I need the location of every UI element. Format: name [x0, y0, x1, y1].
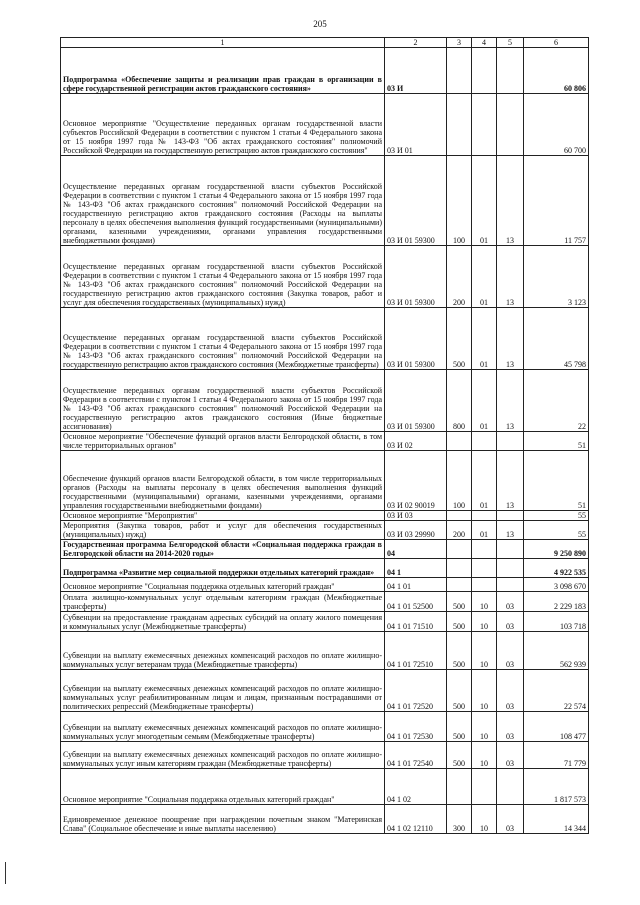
amount-cell: 4 922 535 [524, 559, 589, 578]
row-name-cell: Единовременное денежное поощрение при награждении почетным знаком "Материнская Слава" (Социальное обеспечение и иные выплаты населению) [61, 805, 385, 834]
subsection-code: 03 [497, 742, 524, 769]
table-row [61, 805, 589, 834]
row-name-cell: Осуществление переданных органам государственной власти субъектов Российской Федерации в соответствии с пунктом 1 статьи 4 Федерального закона от 15 ноября 1997 года № 143-ФЗ "Об актах гражданского состояния" полномочий Российской Федерации на государственную регистрацию актов гражданского состояния (Иные бюджетные ассигнования) [61, 370, 385, 432]
column-header: 3 [447, 38, 472, 48]
expense-type-code: 500 [447, 712, 472, 742]
section-code [472, 432, 497, 451]
expense-type-code: 500 [447, 612, 472, 632]
expense-type-code: 500 [447, 670, 472, 712]
row-name-cell: Осуществление переданных органам государственной власти субъектов Российской Федерации в соответствии с пунктом 1 статьи 4 Федерального закона от 15 ноября 1997 года № 143-ФЗ "Об актах гражданского состояния" полномочий Российской Федерации на государственную регистрацию актов гражданского состояния (Расходы на выплаты персоналу в целях обеспечения выполнения функций государственными (муниципальными) органами, казенными учреждениями, органами управления государственными внебюджетными фондами) [61, 156, 385, 246]
row-name-cell: Осуществление переданных органам государственной власти субъектов Российской Федерации в соответствии с пунктом 1 статьи 4 Федерального закона от 15 ноября 1997 года № 143-ФЗ "Об актах гражданского состояния" полномочий Российской Федерации на государственную регистрацию актов гражданского состояния (Межбюджетные трансферты) [61, 308, 385, 370]
subsection-code [497, 511, 524, 521]
section-code: 01 [472, 246, 497, 308]
subsection-code [497, 540, 524, 559]
subsection-code: 13 [497, 246, 524, 308]
expense-type-code: 100 [447, 451, 472, 511]
amount-cell: 45 798 [524, 308, 589, 370]
expense-type-code [447, 94, 472, 156]
expense-type-code: 300 [447, 805, 472, 834]
table-row [61, 540, 589, 559]
expense-type-code [447, 578, 472, 592]
row-name-cell: Подпрограмма «Обеспечение защиты и реализации прав граждан в организации в сфере государственной регистрации актов гражданского состояния» [61, 48, 385, 94]
expense-type-code [447, 540, 472, 559]
section-code [472, 48, 497, 94]
amount-cell: 108 477 [524, 712, 589, 742]
table-row [61, 156, 589, 246]
amount-cell: 103 718 [524, 612, 589, 632]
subsection-code [497, 48, 524, 94]
amount-cell: 60 806 [524, 48, 589, 94]
subsection-code [497, 559, 524, 578]
table-row [61, 451, 589, 511]
section-code [472, 578, 497, 592]
section-code [472, 540, 497, 559]
expense-type-code: 200 [447, 246, 472, 308]
row-name-cell: Основное мероприятие "Обеспечение функций органов власти Белгородской области, в том числе территориальных органов" [61, 432, 385, 451]
target-article-code: 03 И 01 59300 [385, 370, 447, 432]
section-code: 10 [472, 742, 497, 769]
amount-cell: 9 250 890 [524, 540, 589, 559]
table-row [61, 370, 589, 432]
section-code [472, 94, 497, 156]
expense-type-code [447, 48, 472, 94]
table-row [61, 769, 589, 805]
row-name-cell: Основное мероприятие "Мероприятия" [61, 511, 385, 521]
page-number: 205 [313, 19, 327, 29]
target-article-code: 03 И 02 [385, 432, 447, 451]
target-article-code: 03 И 01 [385, 94, 447, 156]
section-code [472, 511, 497, 521]
section-code [472, 559, 497, 578]
target-article-code: 03 И 03 [385, 511, 447, 521]
subsection-code [497, 578, 524, 592]
target-article-code: 04 1 01 72540 [385, 742, 447, 769]
target-article-code: 03 И 01 59300 [385, 156, 447, 246]
target-article-code: 04 [385, 540, 447, 559]
table-row [61, 94, 589, 156]
section-code: 01 [472, 451, 497, 511]
table-row [61, 511, 589, 521]
amount-cell: 22 574 [524, 670, 589, 712]
amount-cell: 22 [524, 370, 589, 432]
row-name-cell: Субвенции на предоставление гражданам адресных субсидий на оплату жилого помещения и коммунальных услуг (Межбюджетные трансферты) [61, 612, 385, 632]
target-article-code: 04 1 [385, 559, 447, 578]
row-name-cell: Подпрограмма «Развитие мер социальной поддержки отдельных категорий граждан» [61, 559, 385, 578]
section-code: 10 [472, 712, 497, 742]
amount-cell: 11 757 [524, 156, 589, 246]
row-name-cell: Основное мероприятие "Социальная поддержка отдельных категорий граждан" [61, 578, 385, 592]
column-header: 5 [497, 38, 524, 48]
table-row [61, 612, 589, 632]
subsection-code [497, 94, 524, 156]
subsection-code: 13 [497, 521, 524, 540]
target-article-code: 04 1 01 72530 [385, 712, 447, 742]
subsection-code [497, 769, 524, 805]
row-name-cell: Государственная программа Белгородской области «Социальная поддержка граждан в Белгородской области на 2014-2020 годы» [61, 540, 385, 559]
subsection-code: 13 [497, 156, 524, 246]
table-row [61, 432, 589, 451]
expense-type-code: 800 [447, 370, 472, 432]
budget-table [60, 37, 589, 834]
subsection-code: 13 [497, 370, 524, 432]
target-article-code: 04 1 01 72520 [385, 670, 447, 712]
column-header: 4 [472, 38, 497, 48]
table-row [61, 308, 589, 370]
subsection-code: 03 [497, 612, 524, 632]
table-row [61, 48, 589, 94]
table-row [61, 246, 589, 308]
amount-cell: 1 817 573 [524, 769, 589, 805]
section-code: 10 [472, 592, 497, 612]
table-row [61, 712, 589, 742]
section-code: 01 [472, 308, 497, 370]
subsection-code: 03 [497, 632, 524, 670]
expense-type-code [447, 559, 472, 578]
row-name-cell: Субвенции на выплату ежемесячных денежных компенсаций расходов по оплате жилищно-коммунальных услуг ветеранам труда (Межбюджетные трансферты) [61, 632, 385, 670]
subsection-code: 13 [497, 308, 524, 370]
subsection-code: 03 [497, 592, 524, 612]
expense-type-code [447, 432, 472, 451]
table-row [61, 578, 589, 592]
column-header: 6 [524, 38, 589, 48]
expense-type-code: 500 [447, 742, 472, 769]
target-article-code: 04 1 02 12110 [385, 805, 447, 834]
row-name-cell: Субвенции на выплату ежемесячных денежных компенсаций расходов по оплате жилищно-коммунальных услуг реабилитированным лицам и лицам, признанным пострадавшими от политических репрессий (Межбюджетные трансферты) [61, 670, 385, 712]
target-article-code: 04 1 01 72510 [385, 632, 447, 670]
section-code: 01 [472, 521, 497, 540]
subsection-code: 03 [497, 670, 524, 712]
row-name-cell: Осуществление переданных органам государственной власти субъектов Российской Федерации в соответствии с пунктом 1 статьи 4 Федерального закона от 15 ноября 1997 года № 143-ФЗ "Об актах гражданского состояния" полномочий Российской Федерации на государственную регистрацию актов гражданского состояния (Закупка товаров, работ и услуг для обеспечения государственных (муниципальных) нужд) [61, 246, 385, 308]
section-code: 10 [472, 632, 497, 670]
target-article-code: 03 И 02 90019 [385, 451, 447, 511]
table-body [61, 38, 589, 834]
row-name-cell: Мероприятия (Закупка товаров, работ и услуг для обеспечения государственных (муниципальных) нужд) [61, 521, 385, 540]
target-article-code: 04 1 02 [385, 769, 447, 805]
expense-type-code [447, 511, 472, 521]
target-article-code: 03 И 01 59300 [385, 308, 447, 370]
expense-type-code: 100 [447, 156, 472, 246]
margin-mark [5, 862, 6, 884]
expense-type-code: 500 [447, 592, 472, 612]
row-name-cell: Обеспечение функций органов власти Белгородской области, в том числе территориальных органов (Расходы на выплаты персоналу в целях обеспечения выполнения функций государственными (муниципальными) органами, казенными учреждениями, органами управления государственными внебюджетными фондами) [61, 451, 385, 511]
subsection-code: 03 [497, 712, 524, 742]
amount-cell: 3 098 670 [524, 578, 589, 592]
row-name-cell: Оплата жилищно-коммунальных услуг отдельным категориям граждан (Межбюджетные трансферты) [61, 592, 385, 612]
section-code: 01 [472, 156, 497, 246]
amount-cell: 60 700 [524, 94, 589, 156]
row-name-cell: Основное мероприятие "Осуществление переданных органам государственной власти субъектов Российской Федерации в соответствии с пунктом 1 статьи 4 Федерального закона от 15 ноября 1997 года № 143-ФЗ "Об актах гражданского состояния" полномочий Российской Федерации на государственную регистрацию актов гражданского состояния" [61, 94, 385, 156]
target-article-code: 03 И [385, 48, 447, 94]
section-code: 10 [472, 670, 497, 712]
amount-cell: 71 779 [524, 742, 589, 769]
section-code: 10 [472, 612, 497, 632]
amount-cell: 51 [524, 432, 589, 451]
amount-cell: 51 [524, 451, 589, 511]
column-header-row [61, 38, 589, 48]
amount-cell: 3 123 [524, 246, 589, 308]
table-row [61, 592, 589, 612]
table-row [61, 559, 589, 578]
expense-type-code: 200 [447, 521, 472, 540]
amount-cell: 14 344 [524, 805, 589, 834]
expense-type-code: 500 [447, 632, 472, 670]
section-code [472, 769, 497, 805]
expense-type-code: 500 [447, 308, 472, 370]
amount-cell: 55 [524, 511, 589, 521]
table-row [61, 632, 589, 670]
section-code: 01 [472, 370, 497, 432]
amount-cell: 55 [524, 521, 589, 540]
row-name-cell: Субвенции на выплату ежемесячных денежных компенсаций расходов по оплате жилищно-коммунальных услуг многодетным семьям (Межбюджетные трансферты) [61, 712, 385, 742]
table-row [61, 521, 589, 540]
target-article-code: 03 И 03 29990 [385, 521, 447, 540]
target-article-code: 04 1 01 52500 [385, 592, 447, 612]
amount-cell: 2 229 183 [524, 592, 589, 612]
subsection-code: 13 [497, 451, 524, 511]
target-article-code: 03 И 01 59300 [385, 246, 447, 308]
row-name-cell: Основное мероприятие "Социальная поддержка отдельных категорий граждан" [61, 769, 385, 805]
column-header: 2 [385, 38, 447, 48]
section-code: 10 [472, 805, 497, 834]
table-row [61, 742, 589, 769]
column-header: 1 [61, 38, 385, 48]
expense-type-code [447, 769, 472, 805]
subsection-code: 03 [497, 805, 524, 834]
target-article-code: 04 1 01 [385, 578, 447, 592]
amount-cell: 562 939 [524, 632, 589, 670]
subsection-code [497, 432, 524, 451]
table-row [61, 670, 589, 712]
target-article-code: 04 1 01 71510 [385, 612, 447, 632]
row-name-cell: Субвенции на выплату ежемесячных денежных компенсаций расходов по оплате жилищно-коммунальных услуг иным категориям граждан (Межбюджетные трансферты) [61, 742, 385, 769]
